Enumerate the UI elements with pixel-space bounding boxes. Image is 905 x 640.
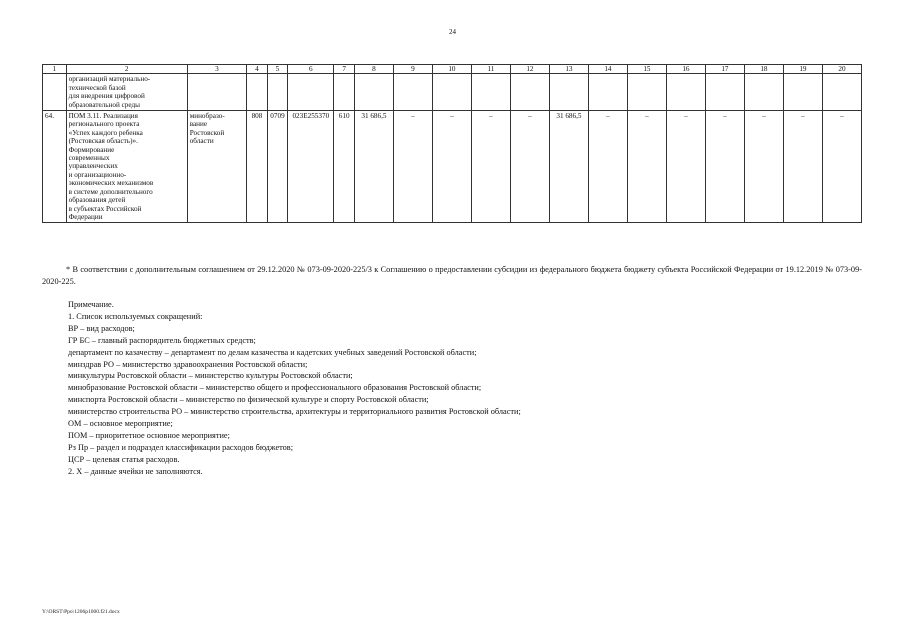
note-line: минспорта Ростовской области – министерство по физической культуре и спорту Ростовской области; [68,395,429,405]
cell-text-line: минобразо- [189,112,225,121]
cell-text-line: экономических механизмов [68,179,154,188]
note-line: ОМ – основное мероприятие; [68,419,173,429]
year-cell: – [666,111,705,223]
footnote: * В соответствии с дополнительным соглашением от 29.12.2020 № 073-09-2020-225/3 к Соглашению о предоставлении субсидии из федерального бюджета бюджету субъекта Российской Федерации от 19.12.2019 № 073-09-2020-225. [42,265,862,286]
year-cell: – [393,111,432,223]
header-cell: 4 [247,65,268,74]
cell-text-line: «Успех каждого ребенка [68,128,143,137]
cell-text-line: вание [189,120,208,129]
header-cell: 11 [471,65,510,74]
cell-text-line: современных [68,154,110,163]
header-cell: 6 [288,65,334,74]
cell-text-line: для внедрения цифровой [68,92,145,101]
header-cell: 16 [666,65,705,74]
year-cell: – [432,111,471,223]
note-line: 1. Список используемых сокращений: [68,311,203,321]
executor-cell [187,111,247,223]
page-number: 24 [449,28,456,36]
grbs-cell: 808 [247,111,268,223]
note-line: ПОМ – приоритетное основное мероприятие; [68,430,230,440]
year-cell: – [471,111,510,223]
year-cell: – [783,111,822,223]
activity-name-cell [66,111,187,223]
header-cell: 19 [783,65,822,74]
cell-text-line: технической базой [68,83,126,92]
cell-text-line: области [189,137,214,146]
table-header-row [43,65,862,74]
header-cell: 1 [43,65,67,74]
year-cell: – [588,111,627,223]
header-cell: 8 [354,65,393,74]
header-cell: 14 [588,65,627,74]
total-cell: 31 686,5 [354,111,393,223]
header-cell: 12 [510,65,549,74]
note-line: минздрав РО – министерство здравоохранения Ростовской области; [68,359,308,369]
table-row [43,111,862,223]
budget-table [42,64,862,223]
note-line: министерство строительства РО – министерство строительства, архитектуры и территориального развития Ростовской области; [68,407,521,417]
notes-block [68,299,848,478]
note-line: минобразование Ростовской области – министерство общего и профессионального образования Ростовской области; [68,383,482,393]
header-cell: 20 [822,65,861,74]
cell-text-line: Федерации [68,212,103,221]
note-line: 2. Х – данные ячейки не заполняются. [68,466,203,476]
year-cell: – [705,111,744,223]
header-cell: 5 [267,65,288,74]
header-cell: 9 [393,65,432,74]
cell-text-line: Ростовской [189,128,225,137]
cell-text-line: организаций материально- [68,75,151,84]
file-path: Y:\ORST\Ppo\1206p1000.f21.docx [42,609,120,615]
cell-text-line: регионального проекта [68,120,140,129]
note-line: ВР – вид расходов; [68,323,135,333]
cell-text-line: в субъектах Российской [68,204,142,213]
header-cell: 18 [744,65,783,74]
header-cell: 17 [705,65,744,74]
row-number: 64. [43,111,67,223]
note-line: Рз Пр – раздел и подраздел классификации расходов бюджетов; [68,442,294,452]
header-cell: 13 [549,65,588,74]
year-cell: – [744,111,783,223]
year-cell: – [627,111,666,223]
year-cell: 31 686,5 [549,111,588,223]
vr-cell: 610 [334,111,355,223]
cell-text-line: образовательной среды [68,100,140,109]
cell-text-line: (Ростовская область)». [68,137,138,146]
rzpr-cell: 0709 [267,111,288,223]
note-line: департамент по казачеству – департамент по делам казачества и кадетских учебных заведений Ростовской области; [68,347,477,357]
header-cell: 10 [432,65,471,74]
cell-text-line: и организационно- [68,170,127,179]
cell-text-line: в системе дополнительного [68,187,153,196]
note-line: Примечание. [68,300,114,309]
year-cell: – [822,111,861,223]
header-cell: 15 [627,65,666,74]
note-line: минкультуры Ростовской области – министерство культуры Ростовской области; [68,371,353,381]
note-line: ЦСР – целевая статья расходов. [68,454,180,464]
cell-text-line: ПОМ 3.11. Реализация [68,112,138,121]
note-line: ГР БС – главный распорядитель бюджетных средств; [68,335,256,345]
header-cell: 2 [66,65,187,74]
header-cell: 7 [334,65,355,74]
year-cell: – [510,111,549,223]
cell-text-line: Формирование [68,145,115,154]
csr-cell: 023E255370 [288,111,334,223]
cell-text-line: управленческих [68,162,118,171]
header-cell: 3 [187,65,247,74]
cell-text-line: образования детей [68,196,126,205]
continuation-name-cell [66,74,187,111]
table-row [43,74,862,111]
